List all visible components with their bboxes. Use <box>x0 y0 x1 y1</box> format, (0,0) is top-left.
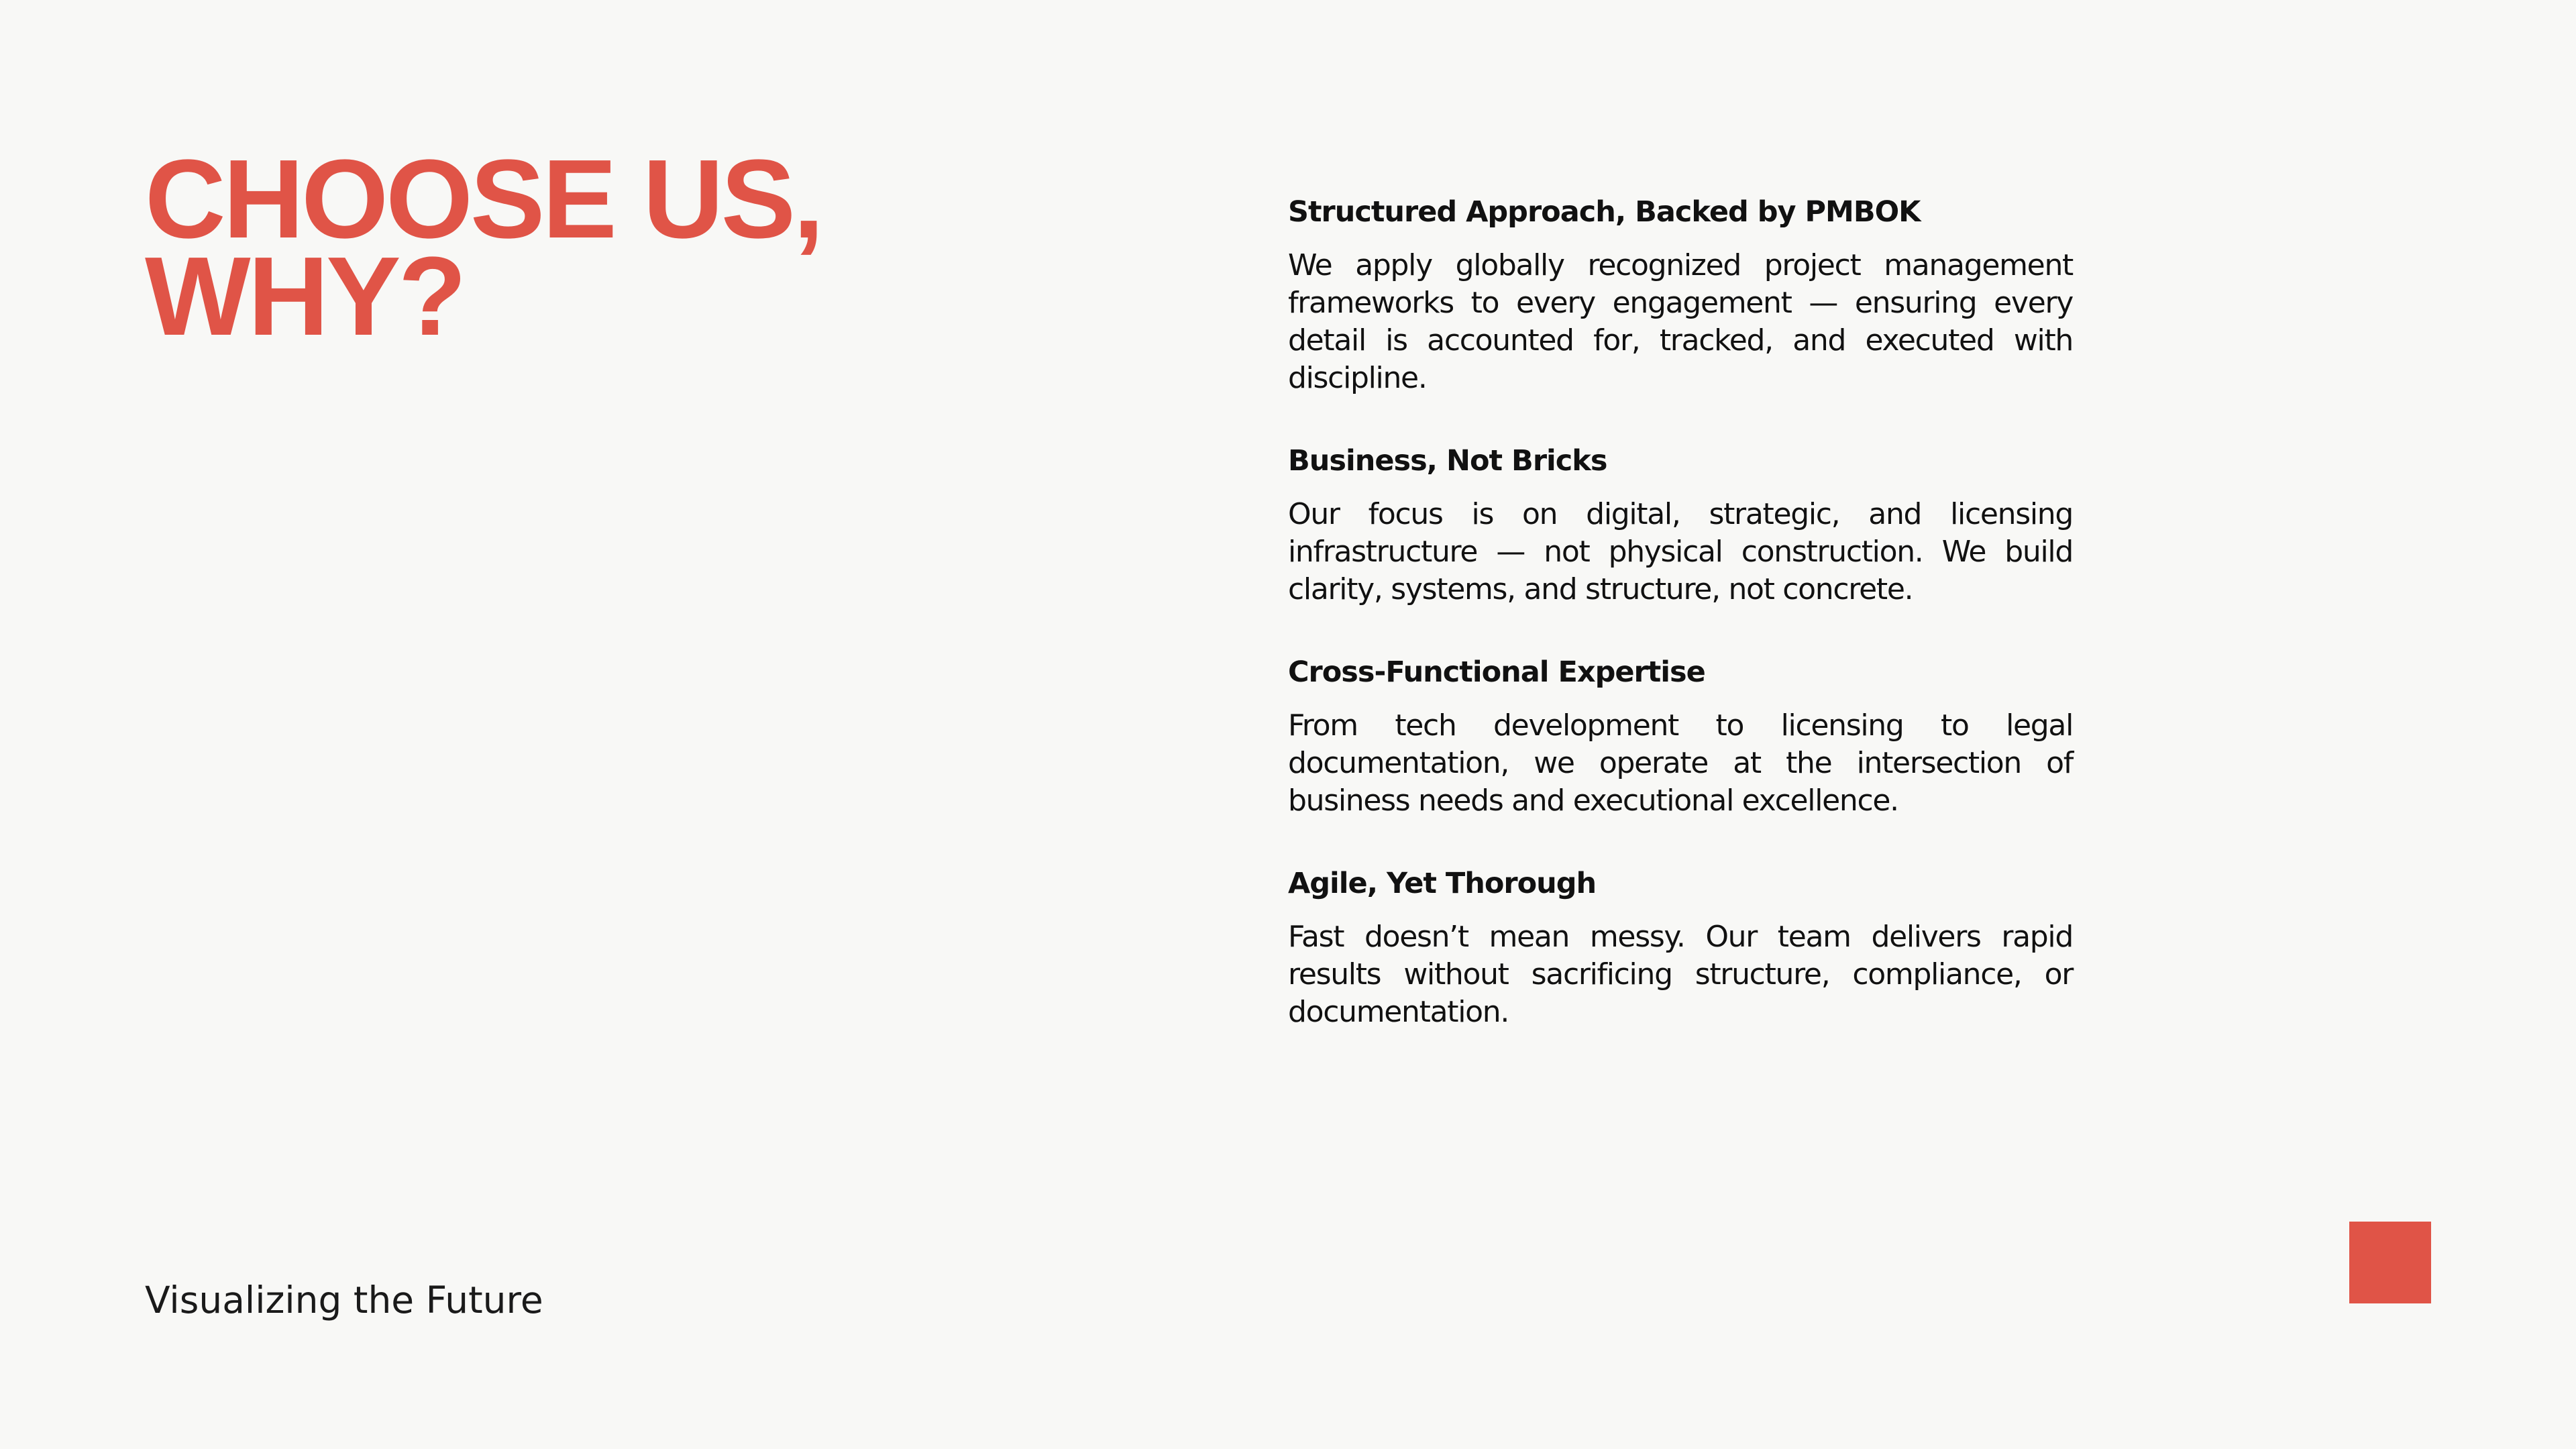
title-line-1: CHOOSE US, <box>145 137 822 262</box>
feature-item <box>1288 863 2073 1031</box>
feature-item <box>1288 652 2073 820</box>
features-list <box>1288 192 2073 1075</box>
feature-item <box>1288 441 2073 608</box>
feature-heading: Structured Approach, Backed by PMBOK <box>1288 195 1921 229</box>
feature-description: From tech development to licensing to legal documentation, we operate at the intersection of business needs and executional excellence. <box>1288 708 2073 818</box>
feature-description: Our focus is on digital, strategic, and licensing infrastructure — not physical construction. We build clarity, systems, and structure, not concrete. <box>1288 497 2073 606</box>
feature-description: We apply globally recognized project management frameworks to every engagement — ensuring every detail is accounted for, tracked, and executed with discipline. <box>1288 248 2073 395</box>
feature-description: Fast doesn’t mean messy. Our team delivers rapid results without sacrificing structure, compliance, or documentation. <box>1288 920 2073 1029</box>
footer-tagline: Visualizing the Future <box>145 1279 543 1322</box>
feature-heading: Cross-Functional Expertise <box>1288 655 1705 689</box>
accent-square <box>2349 1222 2431 1303</box>
feature-heading: Business, Not Bricks <box>1288 444 1607 478</box>
feature-item <box>1288 192 2073 397</box>
feature-heading: Agile, Yet Thorough <box>1288 867 1597 900</box>
page-title <box>145 137 822 359</box>
title-line-2: WHY? <box>145 234 464 359</box>
